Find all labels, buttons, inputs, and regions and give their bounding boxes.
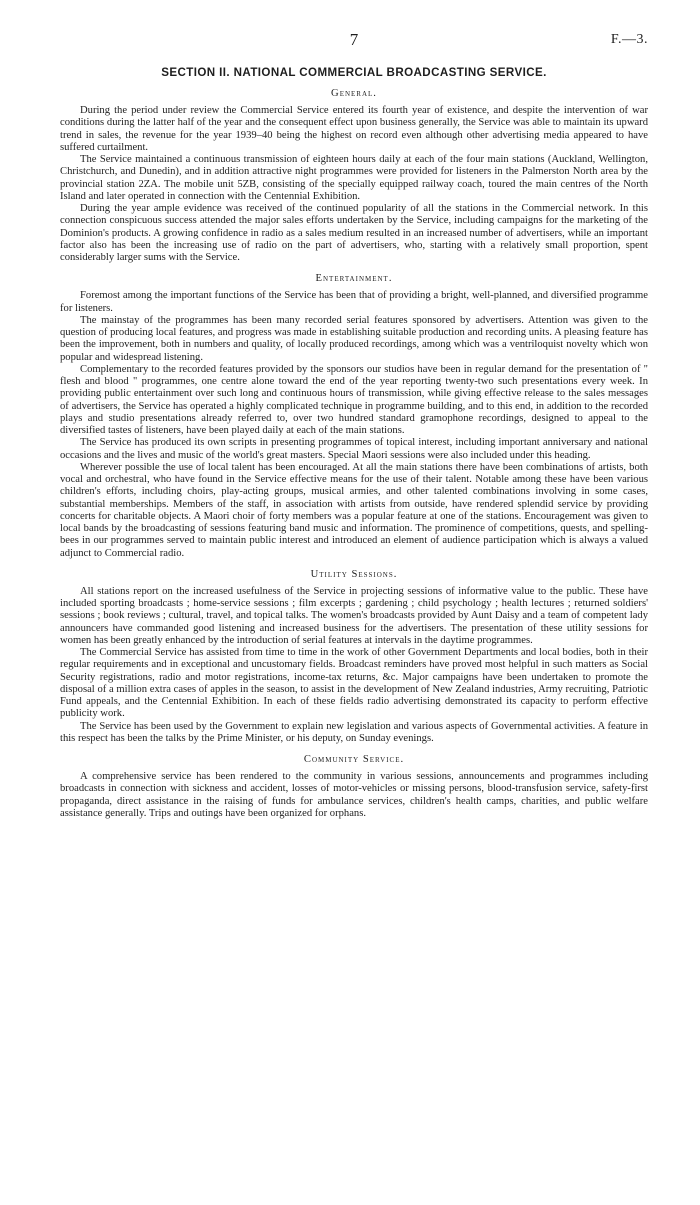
paragraph: The Service maintained a continuous transmission of eighteen hours daily at each of the four main stations (Auckland, Wellington, Christchurch, and Dunedin), and in addition attractive night programmes were provided for listeners in the Palmerston North area by the provincial station 2ZA. The mobile unit 5ZB, consisting of the specially equipped railway coach, toured the main centres of the North Island and later operated in connection with the Centennial Exhibition.	[60, 154, 648, 202]
paragraph: The Service has produced its own scripts in presenting programmes of topical interest, including important anniversary and national occasions and the lives and music of the world's great masters. Special Maori sessions were also included under this heading.	[60, 437, 648, 461]
page-number: 7	[349, 30, 359, 49]
paragraph: Foremost among the important functions of the Service has been that of providing a bright, well-planned, and diversified programme for listeners.	[60, 290, 648, 314]
subheading-community-service: Community Service.	[303, 754, 405, 765]
subheading-general: General.	[331, 88, 377, 99]
page-header	[60, 30, 648, 54]
paragraph: The mainstay of the programmes has been many recorded serial features sponsored by advertisers. Attention was given to the question of producing local features, and progress was made in establishing suitable production and recording units. A pleasing feature has been the improvement, both in numbers and quality, of locally produced recordings, among which was a ventriloquist novelty which won popular and widespread listening.	[60, 314, 648, 363]
section-title: SECTION II. NATIONAL COMMERCIAL BROADCASTING SERVICE.	[161, 66, 547, 79]
subheading-utility-sessions: Utility Sessions.	[310, 568, 398, 580]
document-reference: F.—3.	[610, 32, 648, 47]
paragraph: Wherever possible the use of local talent has been encouraged. At all the main stations there have been combinations of artists, both vocal and orchestral, who have found in the Service effective means for the use of their talent. Notable among these have been various children's efforts, including choirs, play-acting groups, musical armies, and other talented combinations involving in some cases, substantial memberships. Members of the staff, in association with artists from outside, have rendered splendid service by providing concerts for charitable objects. A Maori choir of forty members was a popular feature at one of the stations. Encouragement was given to local bands by the broadcasting of sessions featuring band music and information. The prominence of competitions, quests, and spelling-bees in our programmes served to maintain public interest and introduced an element of audience participation which is always a valued adjunct to Commercial radio.	[60, 461, 648, 559]
paragraph: A comprehensive service has been rendered to the community in various sessions, announcements and programmes including broadcasts in connection with sickness and accident, losses of motor-vehicles or missing persons, blood-transfusion service, safety-first propaganda, direct assistance in the raising of funds for ambulance services, children's health camps, charities, and public welfare assistance generally. Trips and outings have been organized for orphans.	[60, 771, 648, 819]
paragraph: The Service has been used by the Government to explain new legislation and various aspects of Governmental activities. A feature in this respect has been the talks by the Prime Minister, or his deputy, on Sunday evenings.	[60, 720, 648, 744]
paragraph: All stations report on the increased usefulness of the Service in projecting sessions of informative value to the public. These have included sporting broadcasts ; home-service sessions ; film excerpts ; gardening ; child psychology ; health lectures ; returned soldiers' sessions ; book reviews ; cultural, travel, and topical talks. The women's broadcasts provided by Aunt Daisy and a team of competent lady announcers have commanded good listening and increased business for the advertisers. The presentation of these utility sessions for women has been greatly enhanced by the introduction of serial features at intervals in the daytime programmes.	[60, 585, 648, 646]
subheading-entertainment: Entertainment.	[315, 273, 393, 285]
paragraph: During the year ample evidence was received of the continued popularity of all the stations in the Commercial network. In this connection conspicuous success attended the major sales efforts undertaken by the Service, including campaigns for the marketing of the Dominion's products. A growing confidence in radio as a sales medium resulted in an increased number of advertisers, while an important factor also has been the increasing use of radio on the part of advertisers, who, starting with a relatively small proportion, spent considerably larger sums with the Service.	[60, 203, 648, 263]
paragraph: The Commercial Service has assisted from time to time in the work of other Government Departments and local bodies, both in their regular requirements and in exceptional and uncustomary fields. Broadcast reminders have proved most helpful in such matters as Social Security registrations, radio and motor registrations, income-tax returns, &c. Major campaigns have been undertaken to promote the disposal of a million extra cases of apples in the season, to assist in the development of New Zealand industries, Army recruiting, Patriotic Fund appeals, and the Centennial Exhibition. In each of these fields radio advertising demonstrated its capacity to perform effective publicity work.	[60, 647, 648, 720]
paragraph: Complementary to the recorded features provided by the sponsors our studios have been in regular demand for the presentation of " flesh and blood " programmes, one centre alone toward the end of the year reporting twenty-two such presentations every week. In providing public entertainment over such long and continuous hours of transmission, while giving effective release to the sales messages of advertisers, the Service has operated a highly complicated technique in programme building, and to this end, in addition to the recorded plays and studio presentations already referred to, over two hundred standard gramophone recordings, designed to appeal to the diversified tastes of listeners, have been played daily at each of the main stations.	[60, 363, 648, 436]
paragraph: During the period under review the Commercial Service entered its fourth year of existence, and despite the intervention of war conditions during the latter half of the year and the consequent effect upon business generally, the Service was able to maintain its upward trend in sales, the revenue for the year 1939–40 being the highest on record even although other advertising media appeared to have suffered curtailment.	[60, 105, 648, 153]
